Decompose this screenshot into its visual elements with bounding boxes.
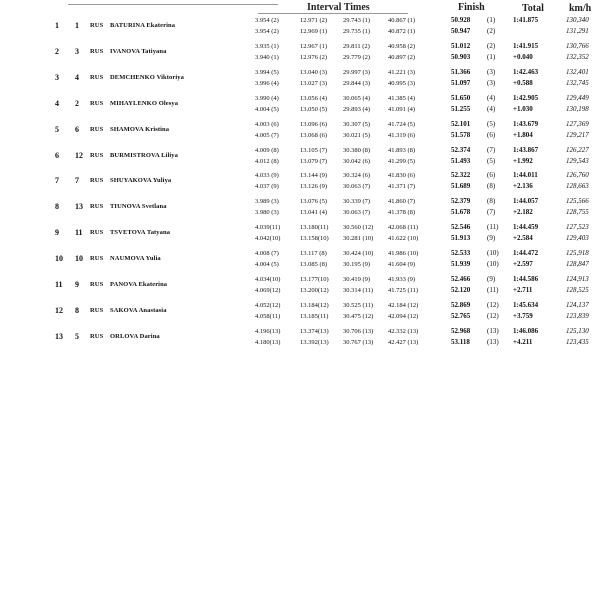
- split-time: 4.042(10): [255, 235, 281, 243]
- split-time: 3.996 (4): [255, 79, 279, 87]
- interval-100-time: 12.976 (2): [300, 53, 328, 61]
- split-time: 4.033 (9): [255, 172, 279, 180]
- interval-100-time: 13.041 (4): [300, 209, 328, 217]
- total-time: 1:45.634: [513, 300, 539, 309]
- interval-100-time: 13.068 (6): [300, 131, 328, 139]
- nation-code: RUS: [90, 306, 104, 314]
- nation-code: RUS: [90, 177, 104, 185]
- interval-100-time: 13.085 (8): [300, 261, 328, 269]
- interval-100-time: 13.158(10): [300, 235, 329, 243]
- speed-kmh: 126,760: [566, 171, 589, 180]
- interval-300-time: 41.604 (9): [388, 261, 416, 269]
- speed-kmh: 130,198: [566, 104, 589, 113]
- bib-number: 13: [75, 202, 83, 212]
- speed-kmh: 126,227: [566, 145, 589, 154]
- interval-300-time: 42.094 (12): [388, 312, 419, 320]
- interval-100-time: 13.040 (3): [300, 68, 328, 76]
- rank-number: 5: [55, 124, 59, 134]
- finish-rank: (4): [487, 93, 496, 102]
- interval-200-time: 30.065 (4): [343, 94, 371, 102]
- speed-kmh: 130,340: [566, 16, 589, 24]
- total-time: +0.588: [513, 78, 533, 87]
- finish-rank: (12): [487, 300, 499, 309]
- split-time: 4.003 (6): [255, 120, 279, 128]
- speed-kmh: 128,847: [566, 260, 589, 269]
- split-time: 4.037 (9): [255, 183, 279, 191]
- header-finish: Finish: [458, 2, 485, 13]
- interval-300-time: 41.860 (7): [388, 198, 416, 206]
- nation-code: RUS: [90, 203, 104, 211]
- speed-kmh: 132,352: [566, 52, 589, 61]
- interval-200-time: 30.525 (11): [343, 301, 374, 309]
- finish-time: 52.466: [451, 275, 471, 283]
- athlete-name: IVANOVA Tatiyana: [110, 47, 167, 55]
- finish-time: 51.689: [451, 182, 471, 191]
- interval-100-time: 13.056 (4): [300, 94, 328, 102]
- finish-time: 51.097: [451, 78, 471, 87]
- finish-rank: (13): [487, 337, 499, 346]
- speed-kmh: 130,766: [566, 41, 589, 50]
- total-time: +0.040: [513, 52, 533, 61]
- finish-rank: (6): [487, 171, 496, 180]
- speed-kmh: 125,130: [566, 326, 589, 335]
- interval-300-time: 42.332 (13): [388, 327, 419, 335]
- finish-time: 50.947: [451, 27, 471, 35]
- interval-300-time: 42.184 (12): [388, 301, 419, 309]
- interval-300-time: 40.958 (2): [388, 42, 416, 50]
- split-time: 4.034(10): [255, 276, 281, 283]
- interval-300-time: 41.893 (8): [388, 146, 416, 154]
- speed-kmh: 128,755: [566, 208, 589, 217]
- interval-300-time: 41.299 (5): [388, 157, 416, 165]
- total-time: 1:44.472: [513, 249, 539, 258]
- finish-rank: (12): [487, 311, 499, 320]
- split-time: 3.989 (3): [255, 198, 279, 206]
- finish-time: 51.012: [451, 41, 471, 50]
- athlete-name: TSVETOVA Tatyana: [110, 229, 171, 237]
- interval-300-time: 41.725 (11): [388, 287, 419, 294]
- interval-200-time: 29.735 (1): [343, 28, 371, 35]
- interval-200-time: 30.281 (10): [343, 235, 374, 243]
- finish-rank: (7): [487, 145, 496, 154]
- finish-time: 52.379: [451, 197, 471, 206]
- speed-kmh: 132,401: [566, 67, 589, 76]
- interval-100-time: 13.200(12): [300, 287, 329, 294]
- athlete-name: PANOVA Ekaterina: [110, 281, 168, 288]
- interval-100-time: 13.079 (7): [300, 157, 328, 165]
- interval-300-time: 41.933 (9): [388, 276, 416, 283]
- interval-300-time: 41.724 (5): [388, 120, 416, 128]
- total-time: +2.136: [513, 182, 533, 191]
- split-time: 4.039(11): [255, 224, 281, 232]
- finish-time: 51.650: [451, 93, 471, 102]
- finish-rank: (2): [487, 27, 496, 35]
- bib-number: 2: [75, 98, 79, 108]
- bib-number: 5: [75, 331, 79, 341]
- split-time: 3.980 (3): [255, 209, 279, 217]
- bib-number: 7: [75, 176, 79, 186]
- finish-rank: (1): [487, 16, 496, 24]
- finish-rank: (6): [487, 130, 496, 139]
- interval-300-time: 40.995 (3): [388, 79, 416, 87]
- finish-time: 51.939: [451, 260, 471, 269]
- finish-time: 52.322: [451, 171, 471, 180]
- athlete-name: SHUYAKOVA Yuliya: [110, 177, 172, 185]
- nation-code: RUS: [90, 332, 104, 340]
- finish-rank: (3): [487, 67, 496, 76]
- finish-time: 52.101: [451, 119, 471, 128]
- interval-300-time: 41.319 (6): [388, 131, 416, 139]
- finish-time: 50.928: [451, 16, 471, 24]
- rank-number: 7: [55, 176, 59, 186]
- interval-200-time: 29.893 (4): [343, 105, 371, 113]
- interval-100-time: 13.180(11): [300, 224, 329, 232]
- finish-rank: (4): [487, 104, 496, 113]
- interval-300-time: 41.378 (8): [388, 209, 416, 217]
- finish-rank: (9): [487, 275, 496, 283]
- interval-200-time: 29.997 (3): [343, 68, 371, 76]
- total-time: 1:43.679: [513, 119, 539, 128]
- total-time: 1:41.875: [513, 16, 539, 24]
- interval-100-time: 13.184(12): [300, 301, 329, 309]
- nation-code: RUS: [90, 255, 104, 263]
- total-time: +1.804: [513, 130, 533, 139]
- split-time: 3.990 (4): [255, 94, 279, 102]
- nation-code: RUS: [90, 47, 104, 55]
- split-time: 4.004 (5): [255, 105, 279, 113]
- interval-times-rule: [258, 13, 408, 14]
- athlete-name: NAUMOVA Yulia: [110, 255, 161, 263]
- finish-rank: (5): [487, 119, 496, 128]
- interval-200-time: 30.419 (9): [343, 276, 371, 283]
- top-rule-left: [68, 4, 278, 5]
- speed-kmh: 131,291: [566, 27, 589, 35]
- interval-200-time: 30.560 (12): [343, 224, 374, 232]
- total-time: 1:44.586: [513, 275, 539, 283]
- finish-time: 51.493: [451, 156, 471, 165]
- split-time: 4.196(13): [255, 327, 281, 335]
- total-time: 1:44.057: [513, 197, 539, 206]
- finish-time: 53.118: [451, 337, 470, 346]
- finish-time: 52.869: [451, 300, 471, 309]
- rank-number: 8: [55, 202, 59, 212]
- finish-time: 51.366: [451, 67, 471, 76]
- athlete-name: TIUNOVA Svetlana: [110, 203, 167, 211]
- speed-kmh: 129,217: [566, 130, 589, 139]
- finish-rank: (3): [487, 78, 496, 87]
- athlete-name: SAKOVA Anastasia: [110, 306, 167, 314]
- interval-100-time: 12.971 (2): [300, 17, 328, 24]
- interval-200-time: 30.307 (5): [343, 120, 371, 128]
- athlete-name: BATURINA Ekaterina: [110, 22, 176, 29]
- speed-kmh: 125,566: [566, 197, 589, 206]
- rank-number: 4: [55, 98, 59, 108]
- speed-kmh: 129,449: [566, 93, 589, 102]
- bib-number: 12: [75, 150, 83, 160]
- interval-300-time: 41.622 (10): [388, 235, 419, 243]
- total-time: +4.211: [513, 337, 533, 346]
- finish-time: 51.913: [451, 234, 471, 243]
- total-time: 1:42.463: [513, 67, 539, 76]
- total-time: +1.030: [513, 104, 533, 113]
- athlete-name: MIHAYLENKO Olesya: [110, 99, 179, 107]
- finish-time: 52.120: [451, 286, 471, 294]
- speed-kmh: 129,543: [566, 156, 589, 165]
- finish-time: 52.546: [451, 223, 471, 232]
- finish-time: 50.903: [451, 52, 471, 61]
- finish-time: 52.374: [451, 145, 471, 154]
- finish-time: 51.578: [451, 130, 471, 139]
- interval-200-time: 30.042 (6): [343, 157, 371, 165]
- speed-kmh: 125,918: [566, 249, 589, 258]
- split-time: 4.012 (8): [255, 157, 279, 165]
- interval-200-time: 29.743 (1): [343, 17, 371, 24]
- interval-300-time: 40.867 (1): [388, 17, 416, 24]
- bib-number: 6: [75, 124, 79, 134]
- total-time: 1:41.915: [513, 41, 539, 50]
- rank-number: 6: [55, 150, 59, 160]
- speed-kmh: 127,523: [566, 223, 589, 232]
- interval-300-time: 41.371 (7): [388, 183, 416, 191]
- split-time: 4.052(12): [255, 301, 281, 309]
- interval-200-time: 30.021 (5): [343, 131, 371, 139]
- interval-100-time: 13.144 (9): [300, 172, 328, 180]
- speed-kmh: 132,745: [566, 78, 589, 87]
- interval-200-time: 30.063 (7): [343, 183, 371, 191]
- split-time: 4.005 (7): [255, 131, 279, 139]
- rank-number: 9: [55, 228, 59, 238]
- split-time: 4.009 (8): [255, 146, 279, 154]
- interval-200-time: 29.811 (2): [343, 42, 370, 50]
- finish-rank: (10): [487, 260, 499, 269]
- interval-100-time: 13.096 (6): [300, 120, 328, 128]
- interval-200-time: 30.475 (12): [343, 312, 374, 320]
- speed-kmh: 128,663: [566, 182, 589, 191]
- speed-kmh: 124,913: [566, 275, 589, 283]
- finish-rank: (5): [487, 156, 496, 165]
- total-time: 1:44.459: [513, 223, 539, 232]
- interval-300-time: 41.385 (4): [388, 94, 416, 102]
- finish-time: 52.765: [451, 311, 471, 320]
- interval-300-time: 40.872 (1): [388, 28, 416, 35]
- interval-300-time: 41.830 (6): [388, 172, 416, 180]
- interval-100-time: 12.969 (1): [300, 28, 328, 35]
- bib-number: 3: [75, 46, 79, 56]
- header-total: Total: [522, 3, 544, 14]
- finish-rank: (9): [487, 234, 496, 243]
- finish-rank: (13): [487, 326, 499, 335]
- total-time: +2.182: [513, 208, 533, 217]
- interval-200-time: 30.380 (8): [343, 146, 371, 154]
- interval-100-time: 13.126 (9): [300, 183, 328, 191]
- total-time: +3.759: [513, 311, 533, 320]
- interval-100-time: 13.117 (8): [300, 250, 327, 258]
- athlete-name: DEMCHENKO Viktoriya: [110, 73, 184, 81]
- interval-300-time: 40.897 (2): [388, 53, 416, 61]
- finish-time: 52.533: [451, 249, 471, 258]
- finish-time: 51.255: [451, 104, 471, 113]
- total-time: 1:46.086: [513, 326, 539, 335]
- split-time: 4.008 (7): [255, 250, 279, 258]
- finish-rank: (8): [487, 197, 496, 206]
- split-time: 4.180(13): [255, 338, 281, 346]
- interval-300-time: 42.427 (13): [388, 338, 419, 346]
- split-time: 3.954 (2): [255, 17, 279, 24]
- interval-200-time: 29.779 (2): [343, 53, 371, 61]
- bib-number: 4: [75, 72, 79, 82]
- total-time: +2.597: [513, 260, 533, 269]
- interval-100-time: 13.177(10): [300, 276, 329, 283]
- speed-kmh: 123,435: [566, 337, 589, 346]
- interval-100-time: 13.050 (5): [300, 105, 328, 113]
- rank-number: 1: [55, 21, 59, 30]
- interval-300-time: 41.221 (3): [388, 68, 416, 76]
- nation-code: RUS: [90, 229, 104, 237]
- interval-200-time: 30.195 (9): [343, 261, 371, 269]
- finish-rank: (1): [487, 52, 496, 61]
- split-time: 4.004 (5): [255, 261, 279, 269]
- split-time: 3.935 (1): [255, 42, 279, 50]
- interval-100-time: 13.374(13): [300, 327, 329, 335]
- finish-rank: (2): [487, 41, 496, 50]
- bib-number: 11: [75, 228, 83, 238]
- interval-200-time: 30.339 (7): [343, 198, 371, 206]
- interval-100-time: 12.967 (1): [300, 42, 328, 50]
- bib-number: 9: [75, 280, 79, 289]
- rank-number: 11: [55, 280, 63, 289]
- bib-number: 8: [75, 305, 79, 315]
- interval-200-time: 30.063 (7): [343, 209, 371, 217]
- athlete-name: BURMISTROVA Liliya: [110, 151, 178, 159]
- nation-code: RUS: [90, 281, 104, 288]
- speed-kmh: 124,137: [566, 300, 589, 309]
- split-time: 4.069(12): [255, 287, 281, 294]
- header-kmh: km/h: [569, 3, 592, 14]
- finish-time: 51.678: [451, 208, 471, 217]
- athlete-name: SHAMOVA Kristina: [110, 125, 170, 133]
- split-time: 3.940 (1): [255, 53, 279, 61]
- rank-number: 3: [55, 72, 59, 82]
- interval-100-time: 13.076 (5): [300, 198, 328, 206]
- split-time: 3.954 (2): [255, 28, 279, 35]
- interval-200-time: 29.844 (3): [343, 79, 371, 87]
- split-time: 3.994 (5): [255, 68, 279, 76]
- interval-300-time: 41.091 (4): [388, 105, 416, 113]
- interval-200-time: 30.324 (6): [343, 172, 371, 180]
- bib-number: 10: [75, 254, 83, 264]
- speed-kmh: 127,369: [566, 119, 589, 128]
- nation-code: RUS: [90, 99, 104, 107]
- nation-code: RUS: [90, 125, 104, 133]
- total-time: +1.992: [513, 156, 533, 165]
- finish-rank: (11): [487, 286, 499, 294]
- rank-number: 2: [55, 46, 59, 56]
- header-interval-times: Interval Times: [307, 2, 370, 13]
- nation-code: RUS: [90, 151, 104, 159]
- rank-number: 12: [55, 305, 63, 315]
- total-time: 1:43.867: [513, 145, 539, 154]
- split-time: 4.058(11): [255, 312, 281, 320]
- finish-rank: (10): [487, 249, 499, 258]
- total-time: +2.584: [513, 234, 533, 243]
- finish-time: 52.968: [451, 326, 471, 335]
- interval-100-time: 13.027 (3): [300, 79, 328, 87]
- nation-code: RUS: [90, 73, 104, 81]
- speed-kmh: 128,525: [566, 286, 589, 294]
- total-time: +2.711: [513, 286, 533, 294]
- interval-100-time: 13.105 (7): [300, 146, 328, 154]
- total-time: 1:44.011: [513, 171, 538, 180]
- interval-300-time: 41.986 (10): [388, 250, 419, 258]
- interval-200-time: 30.706 (13): [343, 327, 374, 335]
- finish-rank: (7): [487, 208, 496, 217]
- interval-200-time: 30.424 (10): [343, 250, 374, 258]
- bib-number: 1: [75, 21, 79, 30]
- nation-code: RUS: [90, 22, 104, 29]
- interval-200-time: 30.767 (13): [343, 338, 374, 346]
- finish-rank: (11): [487, 223, 499, 232]
- interval-100-time: 13.392(13): [300, 338, 329, 346]
- finish-rank: (8): [487, 182, 496, 191]
- speed-kmh: 129,403: [566, 234, 589, 243]
- rank-number: 13: [55, 331, 63, 341]
- speed-kmh: 123,839: [566, 311, 589, 320]
- total-time: 1:42.905: [513, 93, 539, 102]
- interval-200-time: 30.314 (11): [343, 287, 374, 294]
- athlete-name: ORLOVA Darina: [110, 332, 160, 340]
- rank-number: 10: [55, 254, 63, 264]
- interval-100-time: 13.185(11): [300, 312, 329, 320]
- interval-300-time: 42.068 (11): [388, 224, 419, 232]
